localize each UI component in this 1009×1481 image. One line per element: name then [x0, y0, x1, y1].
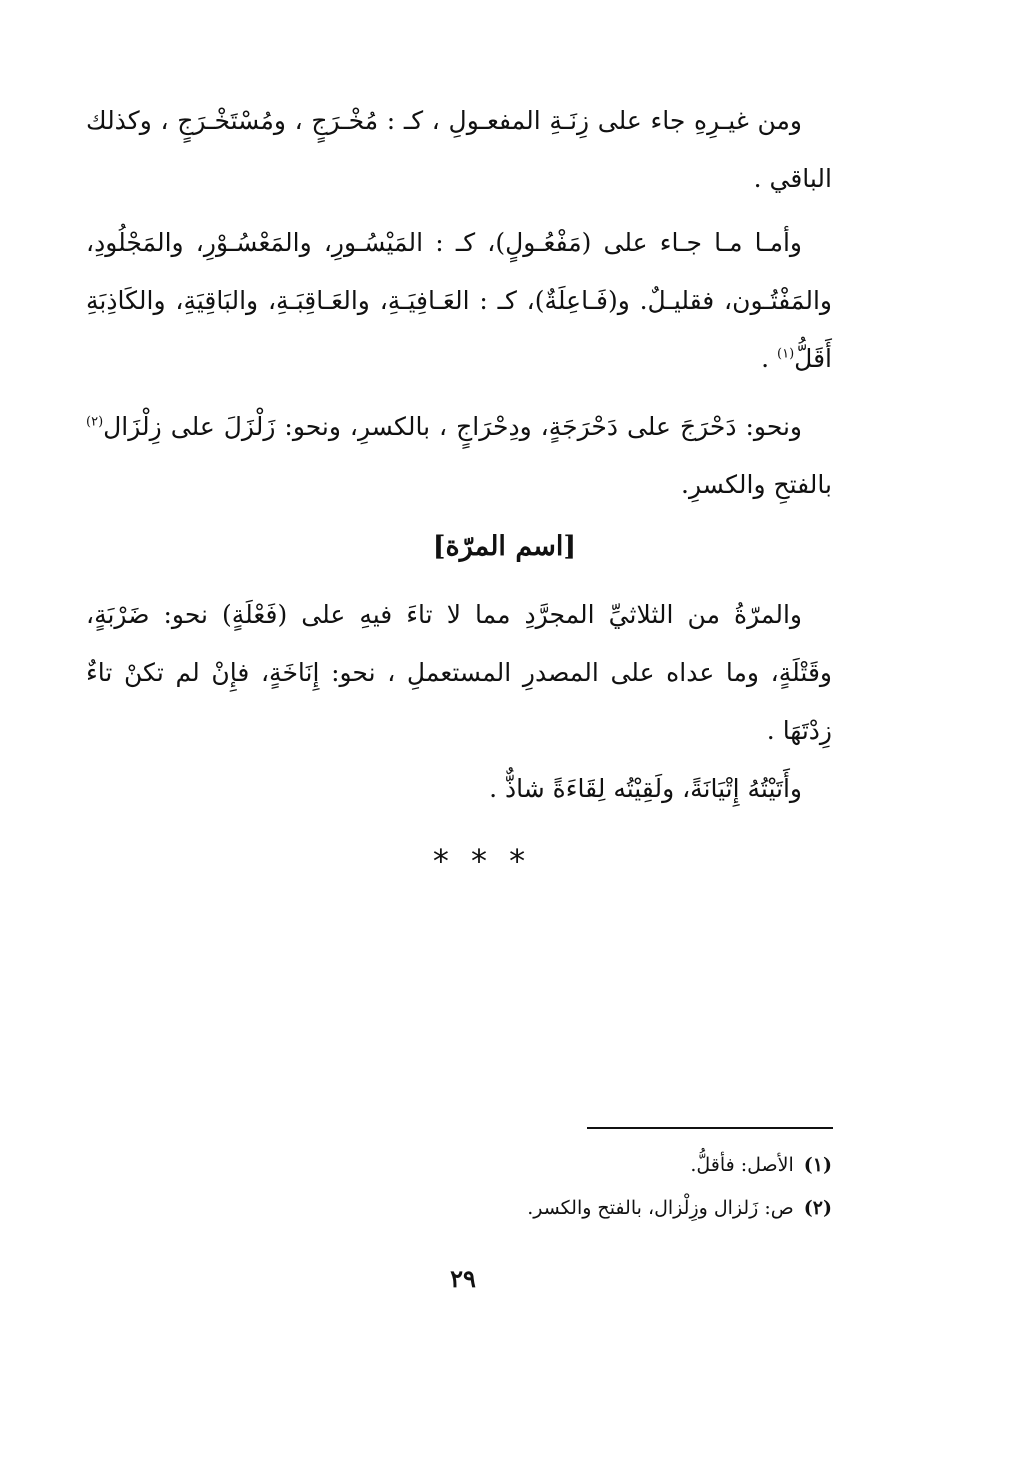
paragraph-4 [86, 586, 832, 760]
footnote-1 [86, 1150, 832, 1180]
footnote-ref-1: (١) [777, 346, 795, 362]
paragraph-2 [86, 214, 832, 388]
footnote-2 [86, 1193, 832, 1223]
paragraph-2-end: . [761, 344, 778, 373]
page-number: ٢٩ [450, 1264, 476, 1293]
paragraph-1-text: ومن غيـرِهِ جاء على زِنَـةِ المفعـولِ ، كـ : مُخْـرَجٍ ، ومُسْتَخْـرَجٍ ، وكذلك الباقي . [86, 106, 832, 193]
paragraph-3-text: ونحو: دَحْرَجَ على دَحْرَجَةٍ، ودِحْرَاجٍ ، بالكسرِ، ونحو: زَلْزَلَ على زِلْزَال [103, 412, 802, 441]
footnote-1-number: (١) [803, 1154, 832, 1176]
paragraph-1 [86, 92, 832, 208]
paragraph-5-text: وأَتَيْتُهُ إِتْيَانَةً، ولَقِيْتُه لِقَاءَةً شاذٌّ . [489, 774, 802, 803]
section-heading: [اسم المرّة] [432, 531, 577, 562]
paragraph-3 [86, 398, 832, 514]
footnote-1-text: الأصل: فأقلُّ. [690, 1154, 794, 1176]
footnote-ref-2: (٢) [86, 414, 104, 430]
paragraph-4-text: والمرّةُ من الثلاثيِّ المجرَّدِ مما لا تاءَ فيهِ على (فَعْلَةٍ) نحو: ضَرْبَةٍ، وقَتْلَةٍ، وما عداه على المصدرِ المستعملِ ، نحو: إِنَاخَةٍ، فإِنْ لم تكنْ تاءٌ زِدْتَهَا . [86, 600, 832, 745]
paragraph-3-end: بالفتحِ والكسرِ. [681, 470, 832, 499]
paragraph-5 [86, 760, 832, 818]
paragraph-2-text: وأمـا مـا جـاء على (مَفْعُـولٍ)، كـ : المَيْسُـورِ، والمَعْسُـوْرِ، والمَجْلُودِ، والمَفْتُـون، فقليـلٌ. و(فَـاعِلَةٌ)، كـ : العَـافِيَـةِ، والعَـاقِبَـةِ، والبَاقِيَةِ، والكَاذِبَةِ أَقَلُّ [86, 228, 832, 373]
footnote-2-number: (٢) [803, 1197, 832, 1219]
footnote-2-text: ص: زَلزال وزِلْزال، بالفتح والكسر. [527, 1197, 794, 1219]
footnote-divider [587, 1127, 833, 1129]
section-separator: * * * [432, 842, 532, 880]
